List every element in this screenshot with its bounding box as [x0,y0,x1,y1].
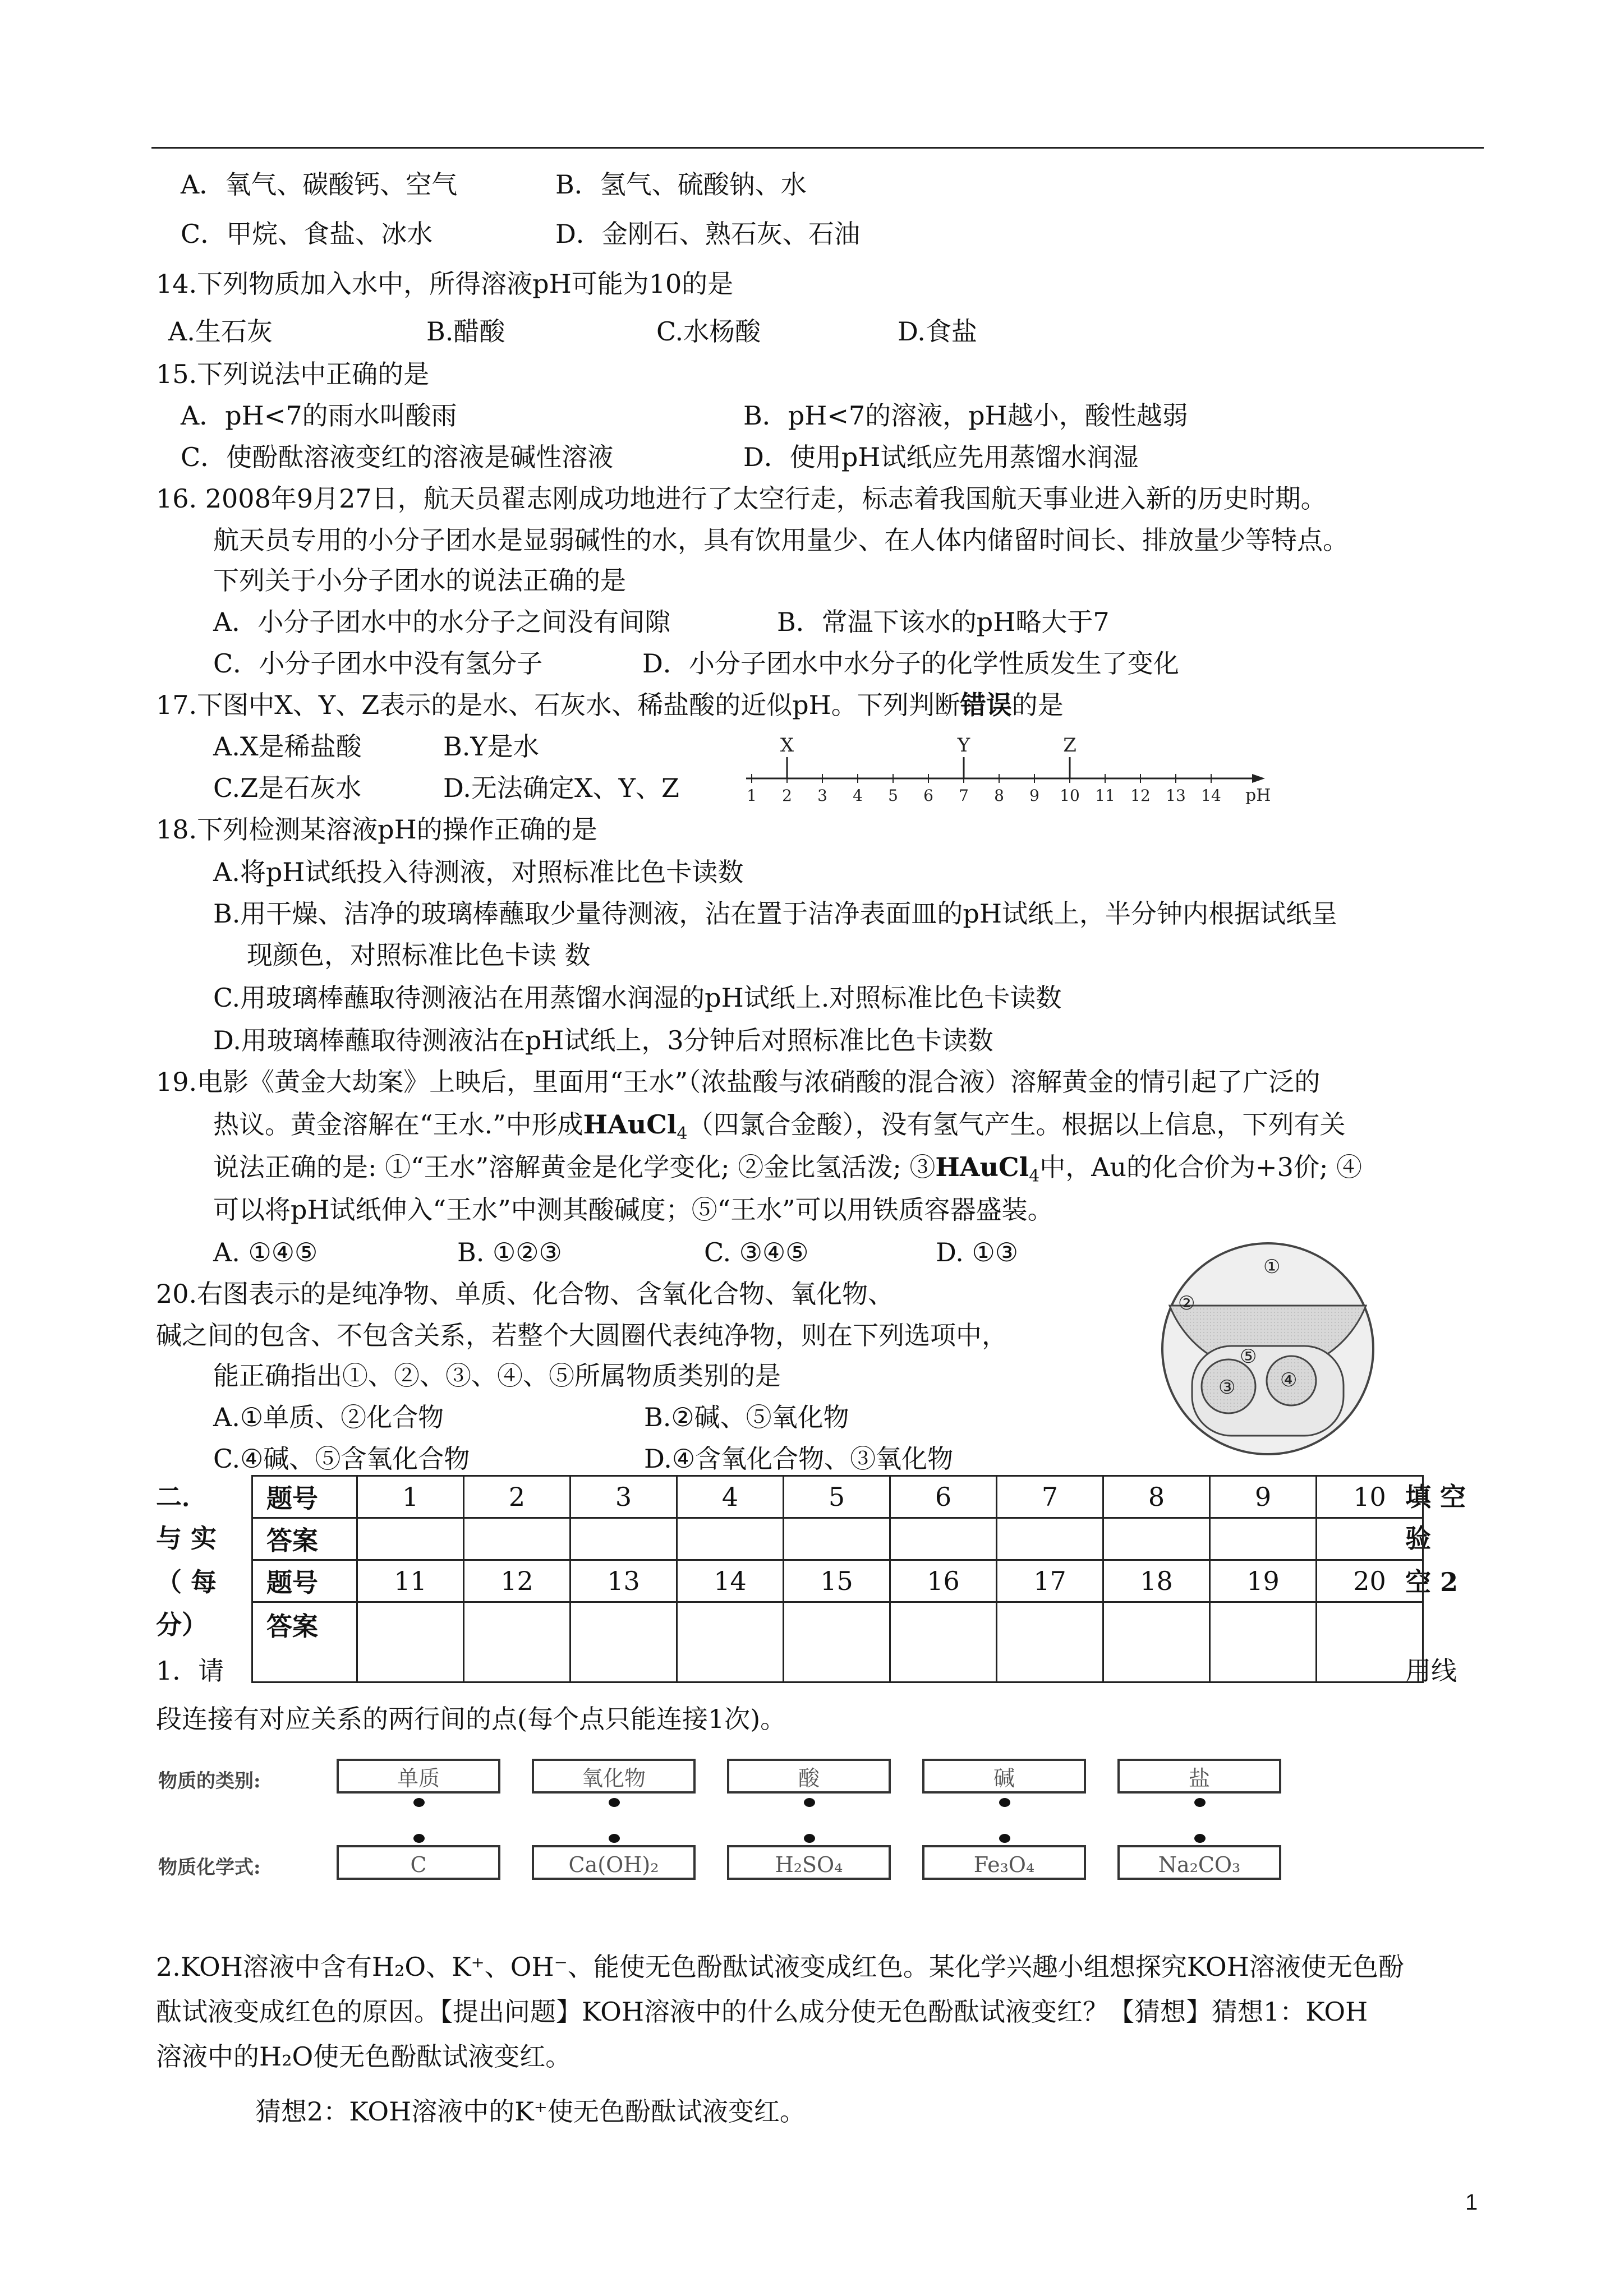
q14-stem: 14.下列物质加入水中，所得溶液pH可能为10的是 [156,269,734,299]
connect-dot[interactable] [1194,1798,1206,1807]
ph-tick-label: 11 [1095,786,1115,805]
q16-option-a: A．小分子团水中的水分子之间没有间隙 [213,607,671,637]
answer-cell[interactable] [1103,1518,1210,1560]
q19-line2-end: （四氯合金酸），没有氢气产生。根据以上信息，下列有关 [687,1109,1346,1140]
ph-tick-label: 14 [1201,786,1221,805]
q2-line2: 酞试液变成红色的原因。【提出问题】KOH溶液中的什么成分使无色酚酞试液变红？【猜想】猜想1：KOH [156,1997,1368,2027]
q18-stem: 18.下列检测某溶液pH的操作正确的是 [156,814,597,845]
label-5: ⑤ [1240,1345,1257,1368]
matching-label-bottom: 物质化学式: [158,1856,261,1879]
q19-formula-sub: 4 [677,1124,688,1144]
table-header-q: 题号 [252,1476,357,1518]
q16-line3: 下列关于小分子团水的说法正确的是 [213,565,626,596]
table-cell: 20 [1317,1560,1423,1602]
ph-tick-label: 3 [817,786,827,805]
section2-left-2: 与 实 [156,1523,217,1553]
table-cell: 11 [357,1560,464,1602]
page-number: 1 [1465,2190,1478,2215]
table-cell: 8 [1103,1476,1210,1518]
q20-option-a: A.①单质、②化合物 [213,1402,444,1432]
answer-cell[interactable] [464,1518,571,1560]
set-inclusion-diagram [1139,1234,1402,1469]
formula-box-caoh2: Ca(OH)₂ [532,1845,696,1880]
q19-formula-2-sub: 4 [1029,1167,1040,1187]
q17-stem [156,689,1064,721]
q2-line1: 2.KOH溶液中含有H₂O、K⁺、OH⁻、能使无色酚酞试液变成红色。某化学兴趣小组想探究KOH溶液使无色酚 [156,1952,1404,1982]
q19-line4: 可以将pH试纸伸入“王水”中测其酸碱度；⑤“王水”可以用铁质容器盛装。 [213,1195,1053,1225]
table-cell: 15 [784,1560,890,1602]
table-cell: 16 [890,1560,997,1602]
q17-emphasis: 错误 [960,690,1012,720]
connect-dot[interactable] [413,1798,425,1807]
answer-cell[interactable] [997,1602,1103,1682]
table-cell: 10 [1317,1476,1423,1518]
table-cell: 14 [677,1560,784,1602]
ph-tick-label: 8 [994,786,1004,805]
answer-cell[interactable] [677,1518,784,1560]
answer-cell[interactable] [357,1518,464,1560]
answer-cell[interactable] [1317,1602,1423,1682]
table-header-a: 答案 [252,1518,357,1560]
q17-option-c: C.Z是石灰水 [213,773,362,803]
q17-option-b: B.Y是水 [443,731,539,762]
q19-line2-start: 热议。黄金溶解在“王水.”中形成 [213,1109,583,1140]
q13-option-c: C．甲烷、食盐、冰水 [181,219,433,249]
category-box-acid: 酸 [727,1759,891,1794]
q20-line1: 20.右图表示的是纯净物、单质、化合物、含氧化合物、氧化物、 [156,1279,894,1309]
connect-dot[interactable] [804,1834,815,1843]
formula-box-fe3o4: Fe₃O₄ [922,1845,1086,1880]
table-cell: 17 [997,1560,1103,1602]
q17-option-d: D.无法确定X、Y、Z [443,773,679,803]
table-cell: 2 [464,1476,571,1518]
answer-cell[interactable] [571,1602,677,1682]
ph-tick-label: 7 [959,786,969,805]
table-cell: 9 [1210,1476,1317,1518]
ph-unit-label: pH [1245,786,1271,805]
ph-axis-arrow [1252,774,1265,783]
q16-option-b: B．常温下该水的pH略大于7 [777,607,1110,637]
q19-line2 [213,1108,1345,1150]
section2-right-2: 验 [1405,1523,1431,1553]
ph-tick-label: 13 [1166,786,1186,805]
answer-cell[interactable] [890,1602,997,1682]
label-3: ③ [1218,1376,1236,1399]
q17-stem-end: 的是 [1011,690,1064,720]
q20-line3: 能正确指出①、②、③、④、⑤所属物质类别的是 [213,1361,781,1391]
formula-box-c: C [337,1845,500,1880]
q18-option-a: A.将pH试纸投入待测液，对照标准比色卡读数 [213,857,744,887]
table-cell: 1 [357,1476,464,1518]
q17-option-a: A.X是稀盐酸 [213,731,362,762]
q16-line1: 16. 2008年9月27日，航天员翟志刚成功地进行了太空行走，标志着我国航天事业进入新的历史时期。 [156,483,1327,514]
connect-dot[interactable] [999,1834,1010,1843]
q15-option-c: C．使酚酞溶液变红的溶液是碱性溶液 [181,442,614,472]
q20-line2: 碱之间的包含、不包含关系，若整个大圆圈代表纯净物，则在下列选项中， [156,1320,1007,1350]
answer-cell[interactable] [464,1602,571,1682]
formula-box-h2so4: H₂SO₄ [727,1845,891,1880]
q14-option-c: C.水杨酸 [656,316,761,347]
section2-left-5: 1．请 [156,1656,224,1686]
q19-line3-end: 中，Au的化合价为+3价; ④ [1039,1152,1362,1182]
table-cell: 12 [464,1560,571,1602]
q17-stem-text: 17.下图中X、Y、Z表示的是水、石灰水、稀盐酸的近似pH。下列判断 [156,690,960,720]
formula-box-na2co3: Na₂CO₃ [1117,1845,1281,1880]
q20-option-b: B.②碱、⑤氧化物 [644,1402,849,1432]
connect-dot[interactable] [609,1834,620,1843]
matching-instruction: 段连接有对应关系的两行间的点(每个点只能连接1次)。 [156,1704,786,1734]
ph-marker-label: X [780,734,794,757]
q2-line4: 猜想2：KOH溶液中的K⁺使无色酚酞试液变红。 [255,2096,806,2127]
ph-tick-label: 10 [1060,786,1080,805]
category-box-element: 单质 [337,1759,500,1794]
connect-dot[interactable] [999,1798,1010,1807]
label-2: ② [1178,1292,1195,1315]
ph-tick-label: 1 [747,786,757,805]
answer-cell[interactable] [997,1518,1103,1560]
label-4: ④ [1280,1369,1298,1391]
answer-cell[interactable] [784,1518,890,1560]
label-1: ① [1263,1256,1281,1278]
answer-table [251,1475,1424,1683]
q15-option-b: B．pH<7的溶液，pH越小，酸性越弱 [743,400,1188,431]
answer-cell[interactable] [1317,1518,1423,1560]
answer-cell[interactable] [677,1602,784,1682]
q15-stem: 15.下列说法中正确的是 [156,359,430,389]
ph-marker-label: Z [1063,734,1076,757]
table-cell: 3 [571,1476,677,1518]
q19-option-b: B. ①②③ [457,1237,562,1267]
matching-label-top: 物质的类别: [158,1770,261,1792]
header-rule [151,147,1484,149]
connect-dot[interactable] [609,1798,620,1807]
category-box-base: 碱 [922,1759,1086,1794]
q20-option-c: C.④碱、⑤含氧化合物 [213,1444,470,1474]
table-header-a: 答案 [252,1602,357,1682]
q14-option-b: B.醋酸 [426,316,505,347]
q19-option-c: C. ③④⑤ [704,1237,809,1267]
section2-left-4: 分） [156,1610,208,1640]
table-cell: 5 [784,1476,890,1518]
connect-dot[interactable] [1194,1834,1206,1843]
q18-option-c: C.用玻璃棒蘸取待测液沾在用蒸馏水润湿的pH试纸上.对照标准比色卡读数 [213,983,1062,1013]
section2-left-3: （ 每 [156,1567,217,1597]
table-header-q: 题号 [252,1560,357,1602]
table-cell: 6 [890,1476,997,1518]
q18-option-b-line1: B.用干燥、洁净的玻璃棒蘸取少量待测液，沾在置于洁净表面皿的pH试纸上，半分钟内根据试纸呈 [213,898,1337,929]
q18-option-b-line2: 现颜色，对照标准比色卡读 数 [247,940,591,970]
q16-line2: 航天员专用的小分子团水是显弱碱性的水，具有饮用量少、在人体内储留时间长、排放量少等特点。 [213,525,1349,555]
section2-right-5: 用线 [1405,1656,1457,1686]
ph-tick-label: 6 [923,786,933,805]
section2-left-1: 二． [156,1482,208,1512]
table-cell: 4 [677,1476,784,1518]
table-cell: 13 [571,1560,677,1602]
answer-cell[interactable] [1210,1518,1317,1560]
ph-marker-label: Y [957,734,970,757]
q19-option-d: D. ①③ [936,1237,1018,1267]
q14-option-d: D.食盐 [898,316,977,347]
q20-option-d: D.④含氧化合物、③氧化物 [644,1444,954,1474]
q2-line3: 溶液中的H₂O使无色酚酞试液变红。 [156,2041,572,2072]
ph-scale-diagram [740,729,1273,808]
ph-tick-label: 2 [782,786,792,805]
q19-option-a: A. ①④⑤ [213,1237,318,1267]
q13-option-a: A．氧气、碳酸钙、空气 [181,169,458,200]
connect-dot[interactable] [413,1834,425,1843]
answer-cell[interactable] [571,1518,677,1560]
q16-option-c: C．小分子团水中没有氢分子 [213,648,543,679]
answer-cell[interactable] [1103,1602,1210,1682]
answer-cell[interactable] [357,1602,464,1682]
table-cell: 18 [1103,1560,1210,1602]
q16-option-d: D．小分子团水中水分子的化学性质发生了变化 [642,648,1179,679]
ph-tick-label: 12 [1130,786,1151,805]
q19-line3 [213,1151,1362,1193]
answer-cell[interactable] [890,1518,997,1560]
q15-option-a: A．pH<7的雨水叫酸雨 [181,400,457,431]
section2-right-1: 填 空 [1405,1482,1466,1512]
section2-right-3: 空 2 [1405,1567,1459,1597]
q15-option-d: D．使用pH试纸应先用蒸馏水润湿 [743,442,1139,472]
ph-tick-label: 4 [853,786,863,805]
table-cell: 7 [997,1476,1103,1518]
q13-option-d: D．金刚石、熟石灰、石油 [555,219,860,249]
q13-option-b: B．氢气、硫酸钠、水 [555,169,807,200]
q19-formula-2: HAuCl [935,1152,1029,1182]
q19-line1: 19.电影《黄金大劫案》上映后，里面用“王水”（浓盐酸与浓硝酸的混合液）溶解黄金的情引起了广泛的 [156,1067,1321,1097]
answer-cell[interactable] [1210,1602,1317,1682]
q18-option-d: D.用玻璃棒蘸取待测液沾在pH试纸上，3分钟后对照标准比色卡读数 [213,1025,993,1055]
q19-line3-start: 说法正确的是: ①“王水”溶解黄金是化学变化; ②金比氢活泼; ③ [213,1152,936,1182]
category-box-oxide: 氧化物 [532,1759,696,1794]
q19-formula: HAuCl [583,1109,677,1140]
answer-cell[interactable] [784,1602,890,1682]
table-cell: 19 [1210,1560,1317,1602]
category-box-salt: 盐 [1117,1759,1281,1794]
ph-tick-label: 5 [888,786,898,805]
connect-dot[interactable] [804,1798,815,1807]
q14-option-a: A.生石灰 [168,316,273,347]
ph-tick-label: 9 [1029,786,1039,805]
